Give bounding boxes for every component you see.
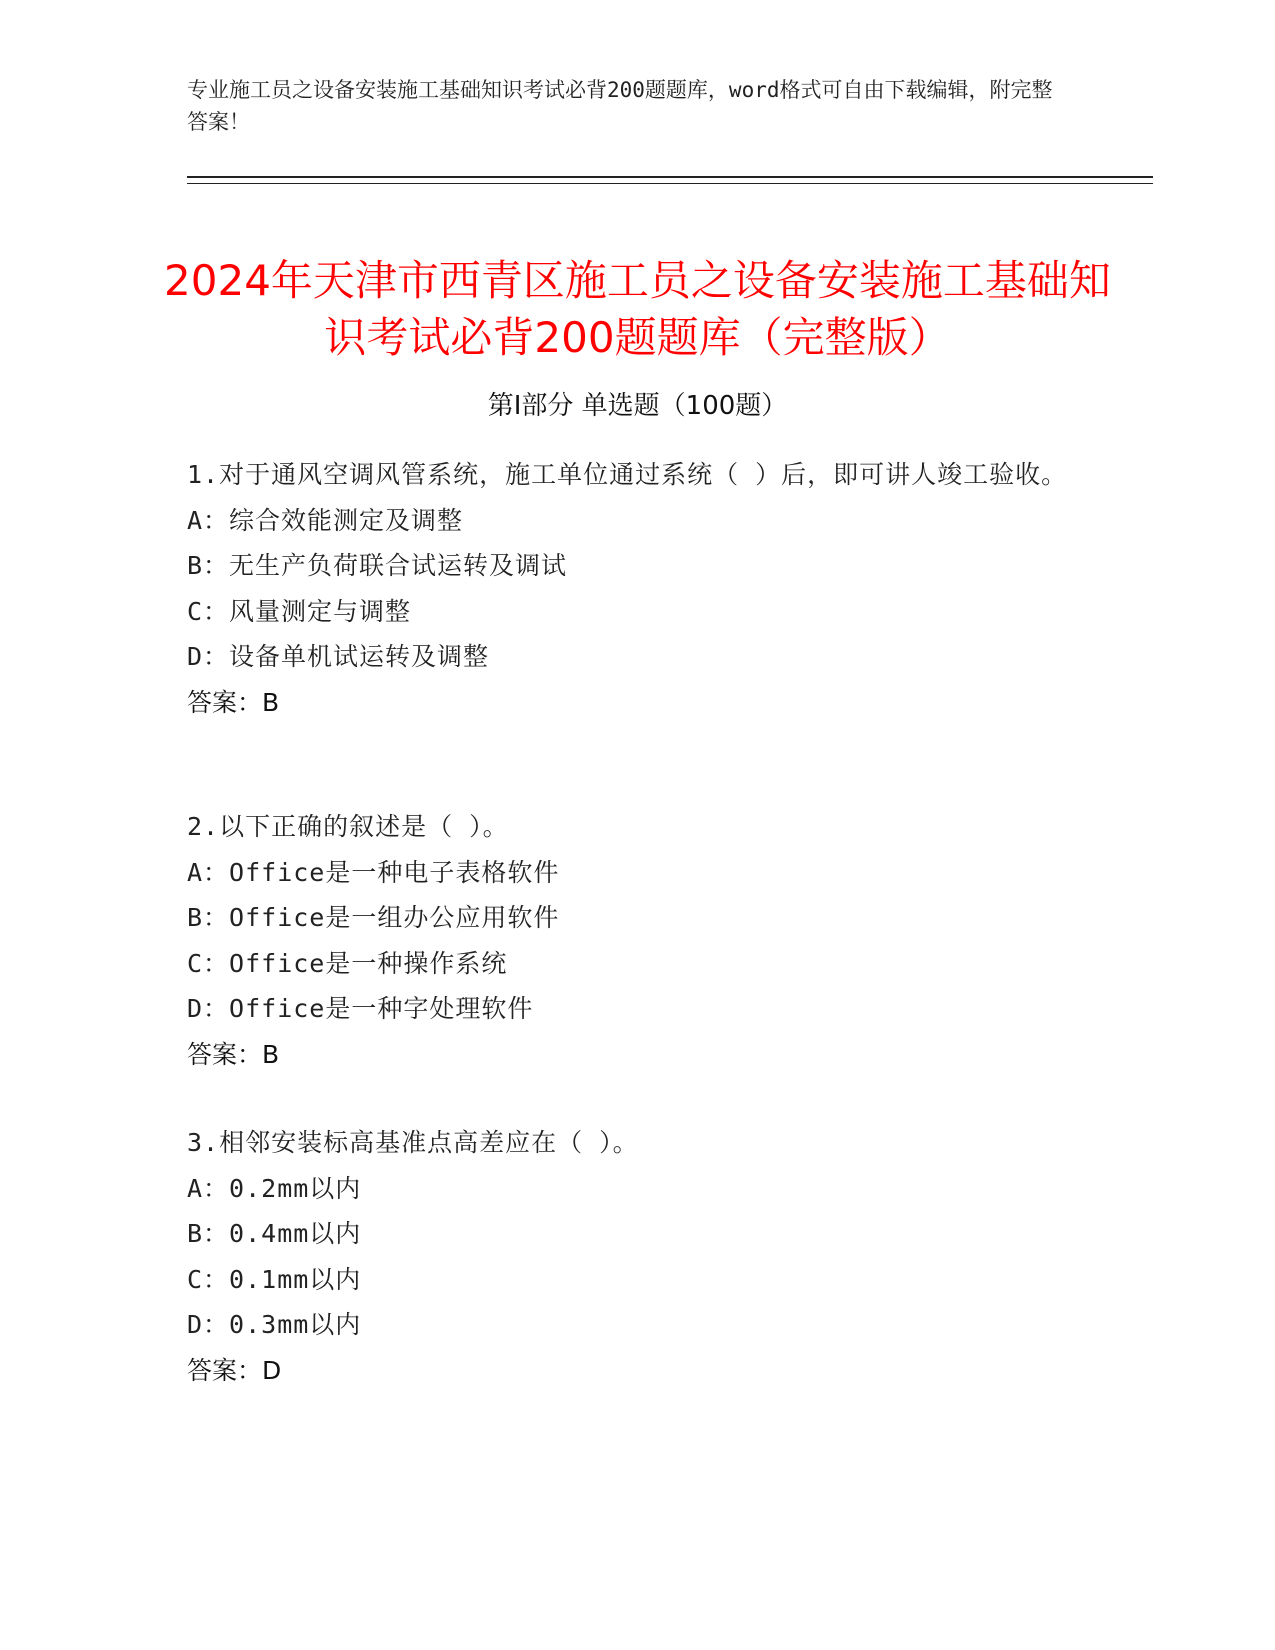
option-a: A：综合效能测定及调整 xyxy=(187,505,464,535)
option-a: A：Office是一种电子表格软件 xyxy=(187,857,560,887)
header-divider-thick xyxy=(187,176,1153,178)
option-d: D：0.3mm以内 xyxy=(187,1310,362,1339)
question-stem: 3.相邻安装标高基准点高差应在（ ）。 xyxy=(187,1128,639,1157)
option-a: A：0.2mm以内 xyxy=(187,1173,362,1203)
section-heading: 第I部分 单选题（100题） xyxy=(487,391,788,421)
header-divider-thin xyxy=(187,183,1153,184)
option-b: B：Office是一组办公应用软件 xyxy=(187,903,560,932)
option-d: D：设备单机试运转及调整 xyxy=(187,642,490,671)
option-d: D：Office是一种字处理软件 xyxy=(187,994,534,1023)
document-title: 2024年天津市西青区施工员之设备安装施工基础知识考试必背200题题库（完整版） xyxy=(164,256,1111,363)
option-b: B：0.4mm以内 xyxy=(187,1219,362,1248)
question-1 xyxy=(187,452,1087,725)
question-stem: 1.对于通风空调风管系统，施工单位通过系统（ ）后，即可讲人竣工验收。 xyxy=(187,460,1068,489)
option-b: B：无生产负荷联合试运转及调试 xyxy=(187,551,568,580)
answer: 答案：D xyxy=(187,1355,282,1385)
question-stem: 2.以下正确的叙述是（ ）。 xyxy=(187,812,509,841)
answer: 答案：B xyxy=(187,1039,280,1069)
answer: 答案：B xyxy=(187,687,280,717)
option-c: C：风量测定与调整 xyxy=(187,596,412,626)
question-2 xyxy=(187,804,1087,1077)
question-3 xyxy=(187,1120,1087,1393)
option-c: C：Office是一种操作系统 xyxy=(187,948,508,978)
header-note: 专业施工员之设备安装施工基础知识考试必背200题题库，word格式可自由下载编辑，附完整答案！ xyxy=(187,78,1053,134)
option-c: C：0.1mm以内 xyxy=(187,1264,362,1294)
